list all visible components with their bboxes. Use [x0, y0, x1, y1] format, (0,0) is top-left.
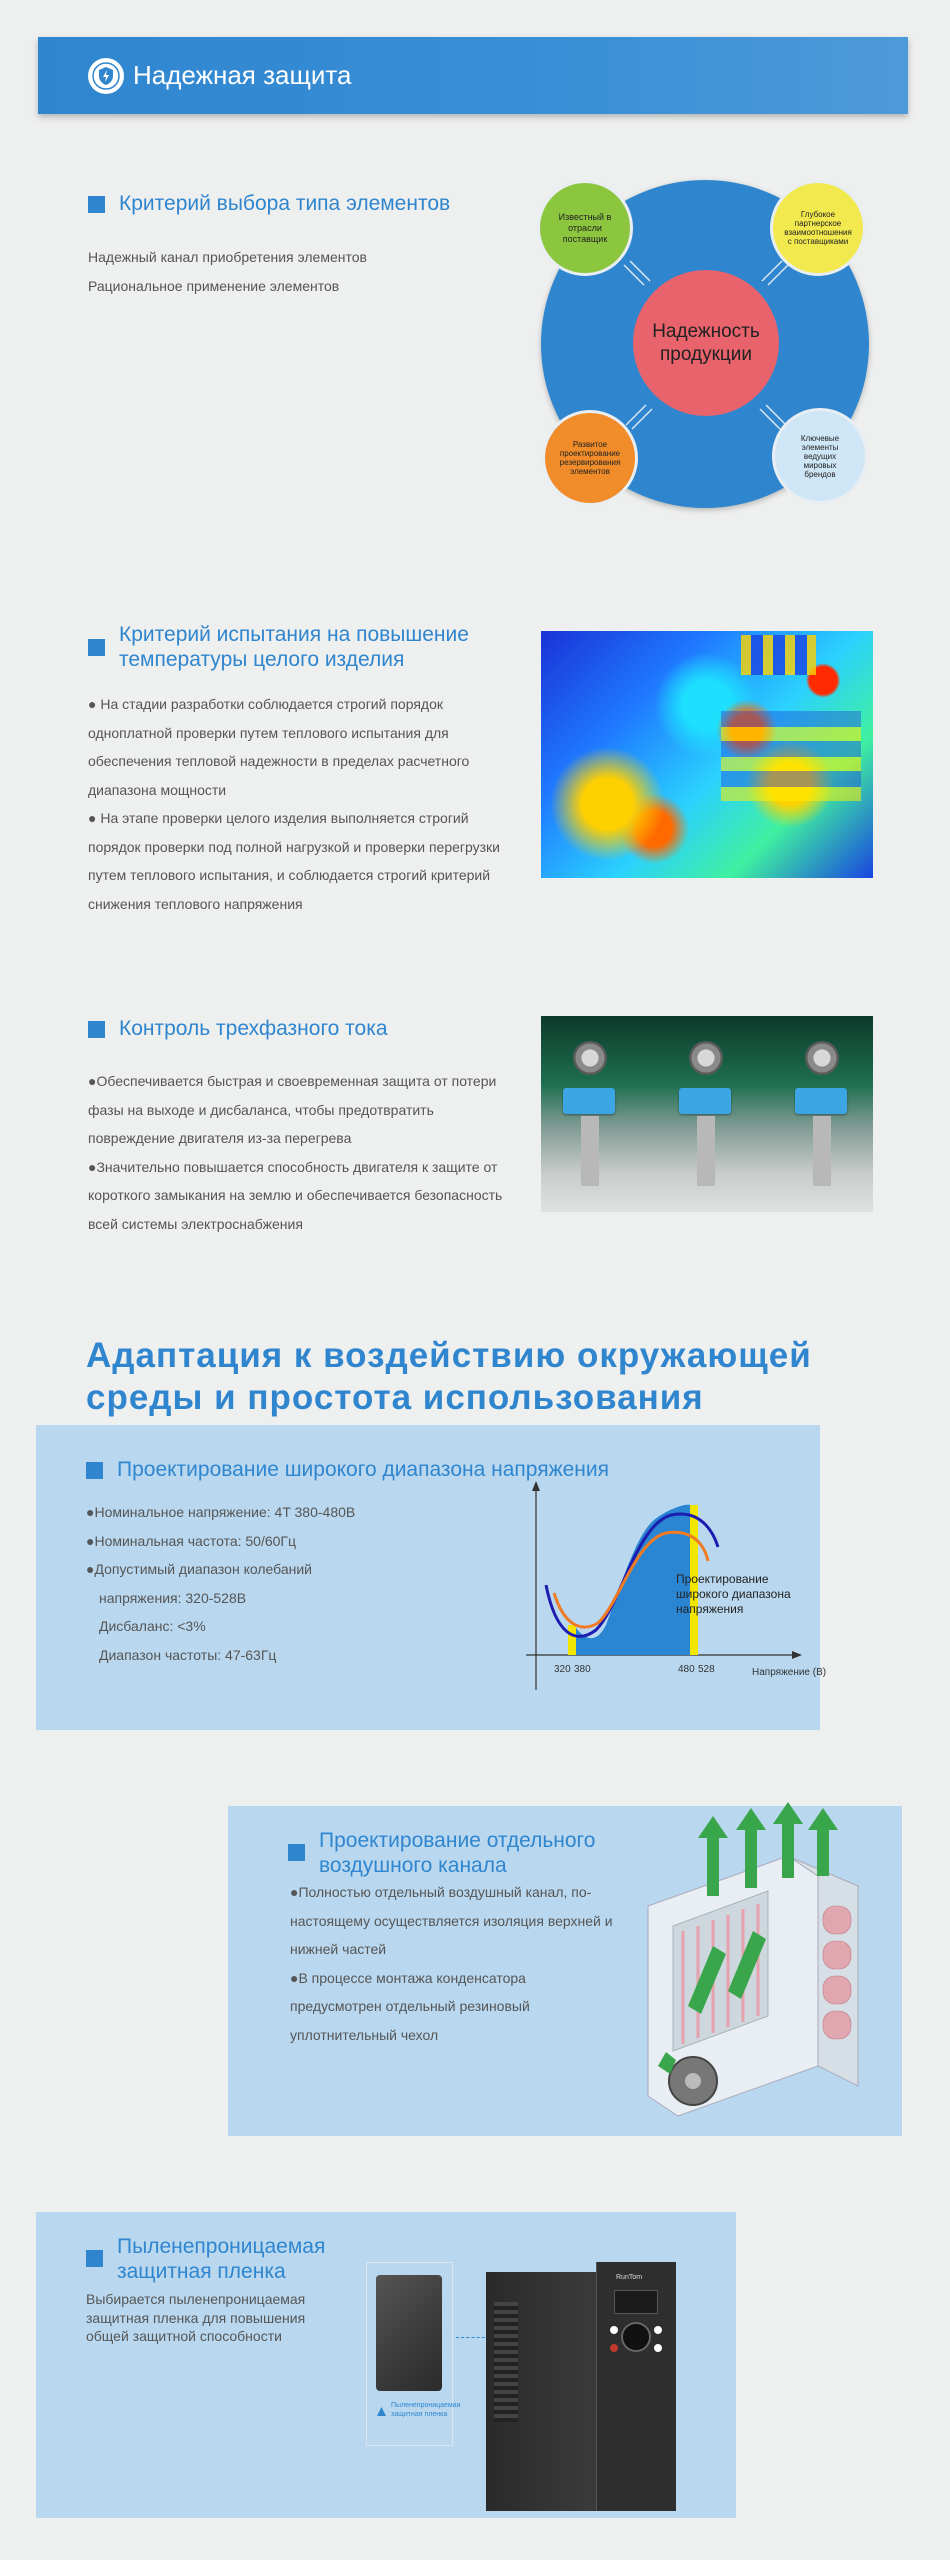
tick-label: 480: [678, 1664, 695, 1675]
x-axis-label: Напряжение (В): [752, 1667, 827, 1678]
inverter-device: [486, 2262, 676, 2511]
section-title: Контроль трехфазного тока: [88, 1016, 508, 1041]
square-bullet-icon: [86, 2250, 103, 2267]
top-right-circle: Глубокое партнерское взаимоотношения с поставщиками: [770, 180, 866, 276]
voltage-panel: [36, 1425, 827, 1730]
voltage-specs: ●Номинальное напряжение: 4T 380-480В ●Номинальная частота: 50/60Гц ●Допустимый диапазон колебаний напряжения: 320-528В Дисбаланс: <3% Диапазон частоты: 47-63Гц: [86, 1504, 356, 1663]
section-text: Выбирается пыленепроницаемая защитная пленка для повышения общей защитной способности: [86, 2291, 306, 2344]
tick-label: 380: [574, 1664, 591, 1675]
square-bullet-icon: [88, 196, 105, 213]
tick-label: 320: [554, 1664, 571, 1675]
triangle-marker-icon: [377, 2407, 386, 2416]
square-bullet-icon: [88, 1021, 105, 1038]
section-title: Критерий испытания на повышение температуры целого изделия: [88, 622, 518, 672]
square-bullet-icon: [86, 1462, 103, 1479]
square-bullet-icon: [288, 1844, 305, 1861]
header-banner: [38, 37, 908, 114]
section-title: Проектирование широкого диапазона напряжения: [86, 1457, 706, 1482]
top-left-circle: Известный в отрасли поставщик: [537, 180, 633, 276]
reliability-diagram: [536, 175, 876, 515]
section-title: Пыленепроницаемая защитная пленка: [86, 2234, 366, 2284]
bottom-right-circle: Ключевые элементы ведущих мировых брендов: [772, 408, 868, 504]
air-duct-illustration: [618, 1816, 888, 2126]
control-knob: [621, 2322, 651, 2352]
section-headline: Адаптация к воздействию окружающей среды и простота использования: [86, 1336, 812, 1417]
center-circle: Надежность продукции: [633, 270, 779, 416]
brand-logo: RunTom: [616, 2274, 643, 2281]
film-label: Пыленепроницаемая защитная пленка: [391, 2402, 461, 2418]
current-sensor-image: [541, 1016, 873, 1212]
chart-annotation: Проектирование широкого диапазона напряжения: [676, 1572, 791, 1616]
section-title: Критерий выбора типа элементов: [88, 191, 508, 216]
film-sample-frame: [366, 2262, 461, 2446]
section-text: ●Полностью отдельный воздушный канал, по-настоящему осуществляется изоляция верхней и нижней частей ●В процессе монтажа конденсатора предусмотрен отдельный резиновый уплотнительный чехол: [290, 1884, 613, 2043]
banner-title: Надежная защита: [133, 60, 352, 90]
bottom-left-circle: Развитое проектирование резервирования элементов: [542, 410, 638, 506]
section-text: ● На стадии разработки соблюдается строгий порядок одноплатной проверки путем теплового испытания для обеспечения тепловой надежности в пределах расчетного диапазона мощности ● На этапе проверки целого изделия выполняется строгий порядок проверки под полной нагрузкой и проверки перегрузки путем теплового испытания, и соблюдается строгий критерий снижения теплового напряжения: [88, 696, 501, 912]
thermal-image: [541, 631, 873, 878]
dust-film-panel: [36, 2212, 736, 2518]
section-text: Надежный канал приобретения элементов Рациональное применение элементов: [88, 249, 367, 294]
section-title: Проектирование отдельного воздушного канала: [288, 1828, 618, 1878]
display-screen: [614, 2290, 658, 2314]
air-duct-panel: [228, 1806, 902, 2136]
square-bullet-icon: [88, 639, 105, 656]
section-text: ●Обеспечивается быстрая и своевременная защита от потери фазы на выходе и дисбаланса, чтобы предотвратить повреждение двигателя из-за перегрева ●Значительно повышается способность двигателя к защите от короткого замыкания на землю и обеспечивается безопасность всей системы электроснабжения: [88, 1073, 503, 1232]
tick-label: 528: [698, 1664, 715, 1675]
dust-film: [376, 2275, 442, 2391]
shield-icon: [88, 58, 124, 94]
